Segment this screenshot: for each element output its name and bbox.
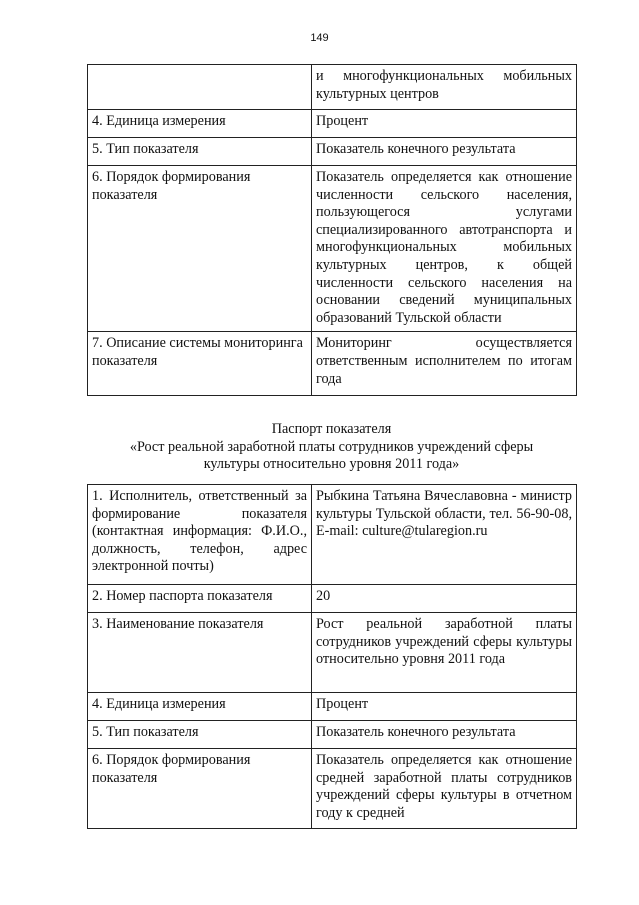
row-value: и многофункциональных мобильных культурных центров: [312, 65, 577, 110]
passport-title-line: «Рост реальной заработной платы сотрудников учреждений сферы: [129, 438, 534, 455]
table-row: [88, 721, 577, 749]
row-value: Показатель конечного результата: [312, 721, 577, 749]
table-row: [88, 332, 577, 396]
row-label: 4. Единица измерения: [88, 693, 312, 721]
row-label: 3. Наименование показателя: [88, 613, 312, 693]
table-row: [88, 613, 577, 693]
row-value: Рыбкина Татьяна Вячеславовна - министр культуры Тульской области, тел. 56-90-08, E-mail: culture@tularegion.ru: [312, 485, 577, 585]
table-row: [88, 485, 577, 585]
row-value: Процент: [312, 110, 577, 138]
row-value: Показатель определяется как отношение средней заработной платы сотрудников учреждений сферы культуры в отчетном году к средней: [312, 749, 577, 829]
row-label: 5. Тип показателя: [88, 138, 312, 166]
table-row: [88, 110, 577, 138]
row-value: Показатель определяется как отношение численности сельского населения, пользующегося услугами специализированного автотранспорта и многофункциональных мобильных культурных центров, к общей численности сельского населения на основании сведений муниципальных образований Тульской области: [312, 166, 577, 332]
row-label: 7. Описание системы мониторинга показателя: [88, 332, 312, 396]
row-value: Показатель конечного результата: [312, 138, 577, 166]
passport-title: [87, 421, 576, 474]
row-label: 6. Порядок формирования показателя: [88, 749, 312, 829]
page-number: 149: [310, 32, 329, 44]
row-label: 1. Исполнитель, ответственный за формирование показателя (контактная информация: Ф.И.О., должность, телефон, адрес электронной почты): [88, 485, 312, 585]
row-label: 6. Порядок формирования показателя: [88, 166, 312, 332]
table-row: [88, 749, 577, 829]
indicator-passport-table: [87, 484, 577, 829]
passport-title-line: Паспорт показателя: [271, 421, 392, 437]
row-label: 5. Тип показателя: [88, 721, 312, 749]
table-row: [88, 65, 577, 110]
row-label: 2. Номер паспорта показателя: [88, 585, 312, 613]
row-value: Мониторинг осуществляется ответственным исполнителем по итогам года: [312, 332, 577, 396]
table-row: [88, 693, 577, 721]
table-row: [88, 166, 577, 332]
passport-title-line: культуры относительно уровня 2011 года»: [203, 456, 460, 473]
row-value: 20: [312, 585, 577, 613]
row-value: Процент: [312, 693, 577, 721]
row-label: [88, 65, 312, 110]
table-row: [88, 585, 577, 613]
row-label: 4. Единица измерения: [88, 110, 312, 138]
indicator-table-continued: [87, 64, 577, 396]
table-row: [88, 138, 577, 166]
row-value: Рост реальной заработной платы сотрудников учреждений сферы культуры относительно уровня 2011 года: [312, 613, 577, 693]
